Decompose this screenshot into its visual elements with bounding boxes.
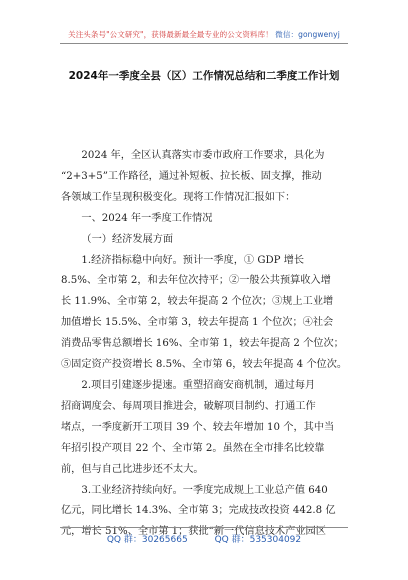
text-line: 前，但与自己比进步还不太大。 (61, 463, 204, 475)
paragraph-project-construction (61, 376, 351, 481)
text-line: 招商调度会、每周项目推进会，破解项目制约、打通工作 (61, 400, 316, 412)
document-body (61, 146, 351, 543)
text-line: 各领域工作呈现积极变化。现将工作情况汇报如下： (61, 191, 296, 203)
text-line: ⑤固定资产投资增长 8.5%、全市第 6，较去年提高 4 个位次。 (61, 359, 348, 371)
footer (0, 532, 408, 545)
text-line: 加值增长 15.5%、全市第 3，较去年提高 1 个位次；④社会 (61, 317, 334, 329)
header-divider (60, 43, 348, 44)
text-line: 2.项目引建逐步提速。重塑招商安商机制，通过每月 (81, 379, 316, 391)
text-line: 2024 年，全区认真落实市委市政府工作要求，具化为 (81, 150, 325, 161)
paragraph-economic-indicators (61, 251, 351, 376)
footer-divider (60, 527, 348, 528)
qq-group-link-2[interactable]: QQ 群：535304092 (214, 535, 302, 545)
qq-group-link-1[interactable]: QQ 群：30265665 (106, 535, 188, 545)
text-line: 亿元，同比增长 14.3%、全市第 3；完成技改投资 442.8 亿 (61, 505, 336, 517)
text-line: 消费品零售总额增长 16%、全市第 1，较去年提高 2 个位次； (61, 338, 344, 350)
document-title: 2024年一季度全县（区）工作情况总结和二季度工作计划 (68, 70, 340, 82)
text-line: 8.5%、全市第 2，和去年位次持平；②一般公共预算收入增 (61, 275, 331, 287)
text-line: 3.工业经济持续向好。一季度完成规上工业总产值 640 (81, 484, 328, 496)
text-line: 元，增长 51%、全市第 1；获批“新一代信息技术产业园区 (61, 526, 326, 538)
text-line: 年招引投产项目 22 个、全市第 2。虽然在全市排名比较靠 (61, 442, 325, 454)
text-line: 堵点，一季度新开工项目 39 个、较去年增加 10 个，其中当 (61, 421, 335, 433)
section-heading: 一、2024 年一季度工作情况 (81, 212, 213, 224)
intro-paragraph (61, 146, 351, 209)
text-line: 长 11.9%、全市第 2，较去年提高 2 个位次；③规上工业增 (61, 296, 334, 308)
promo-banner[interactable] (0, 29, 408, 40)
text-line: 1.经济指标稳中向好。预计一季度，① GDP 增长 (81, 254, 305, 266)
wechat-id: 微信：gongwenyj (275, 30, 340, 39)
text-line: “2+3+5”工作路径，通过补短板、拉长板、固支撑，推动 (61, 170, 322, 182)
subsection-heading: （一）经济发展方面 (81, 233, 174, 245)
promo-banner-text: 关注头条号"公文研究"，获得最新最全最专业的公文资料库！ (68, 30, 273, 39)
